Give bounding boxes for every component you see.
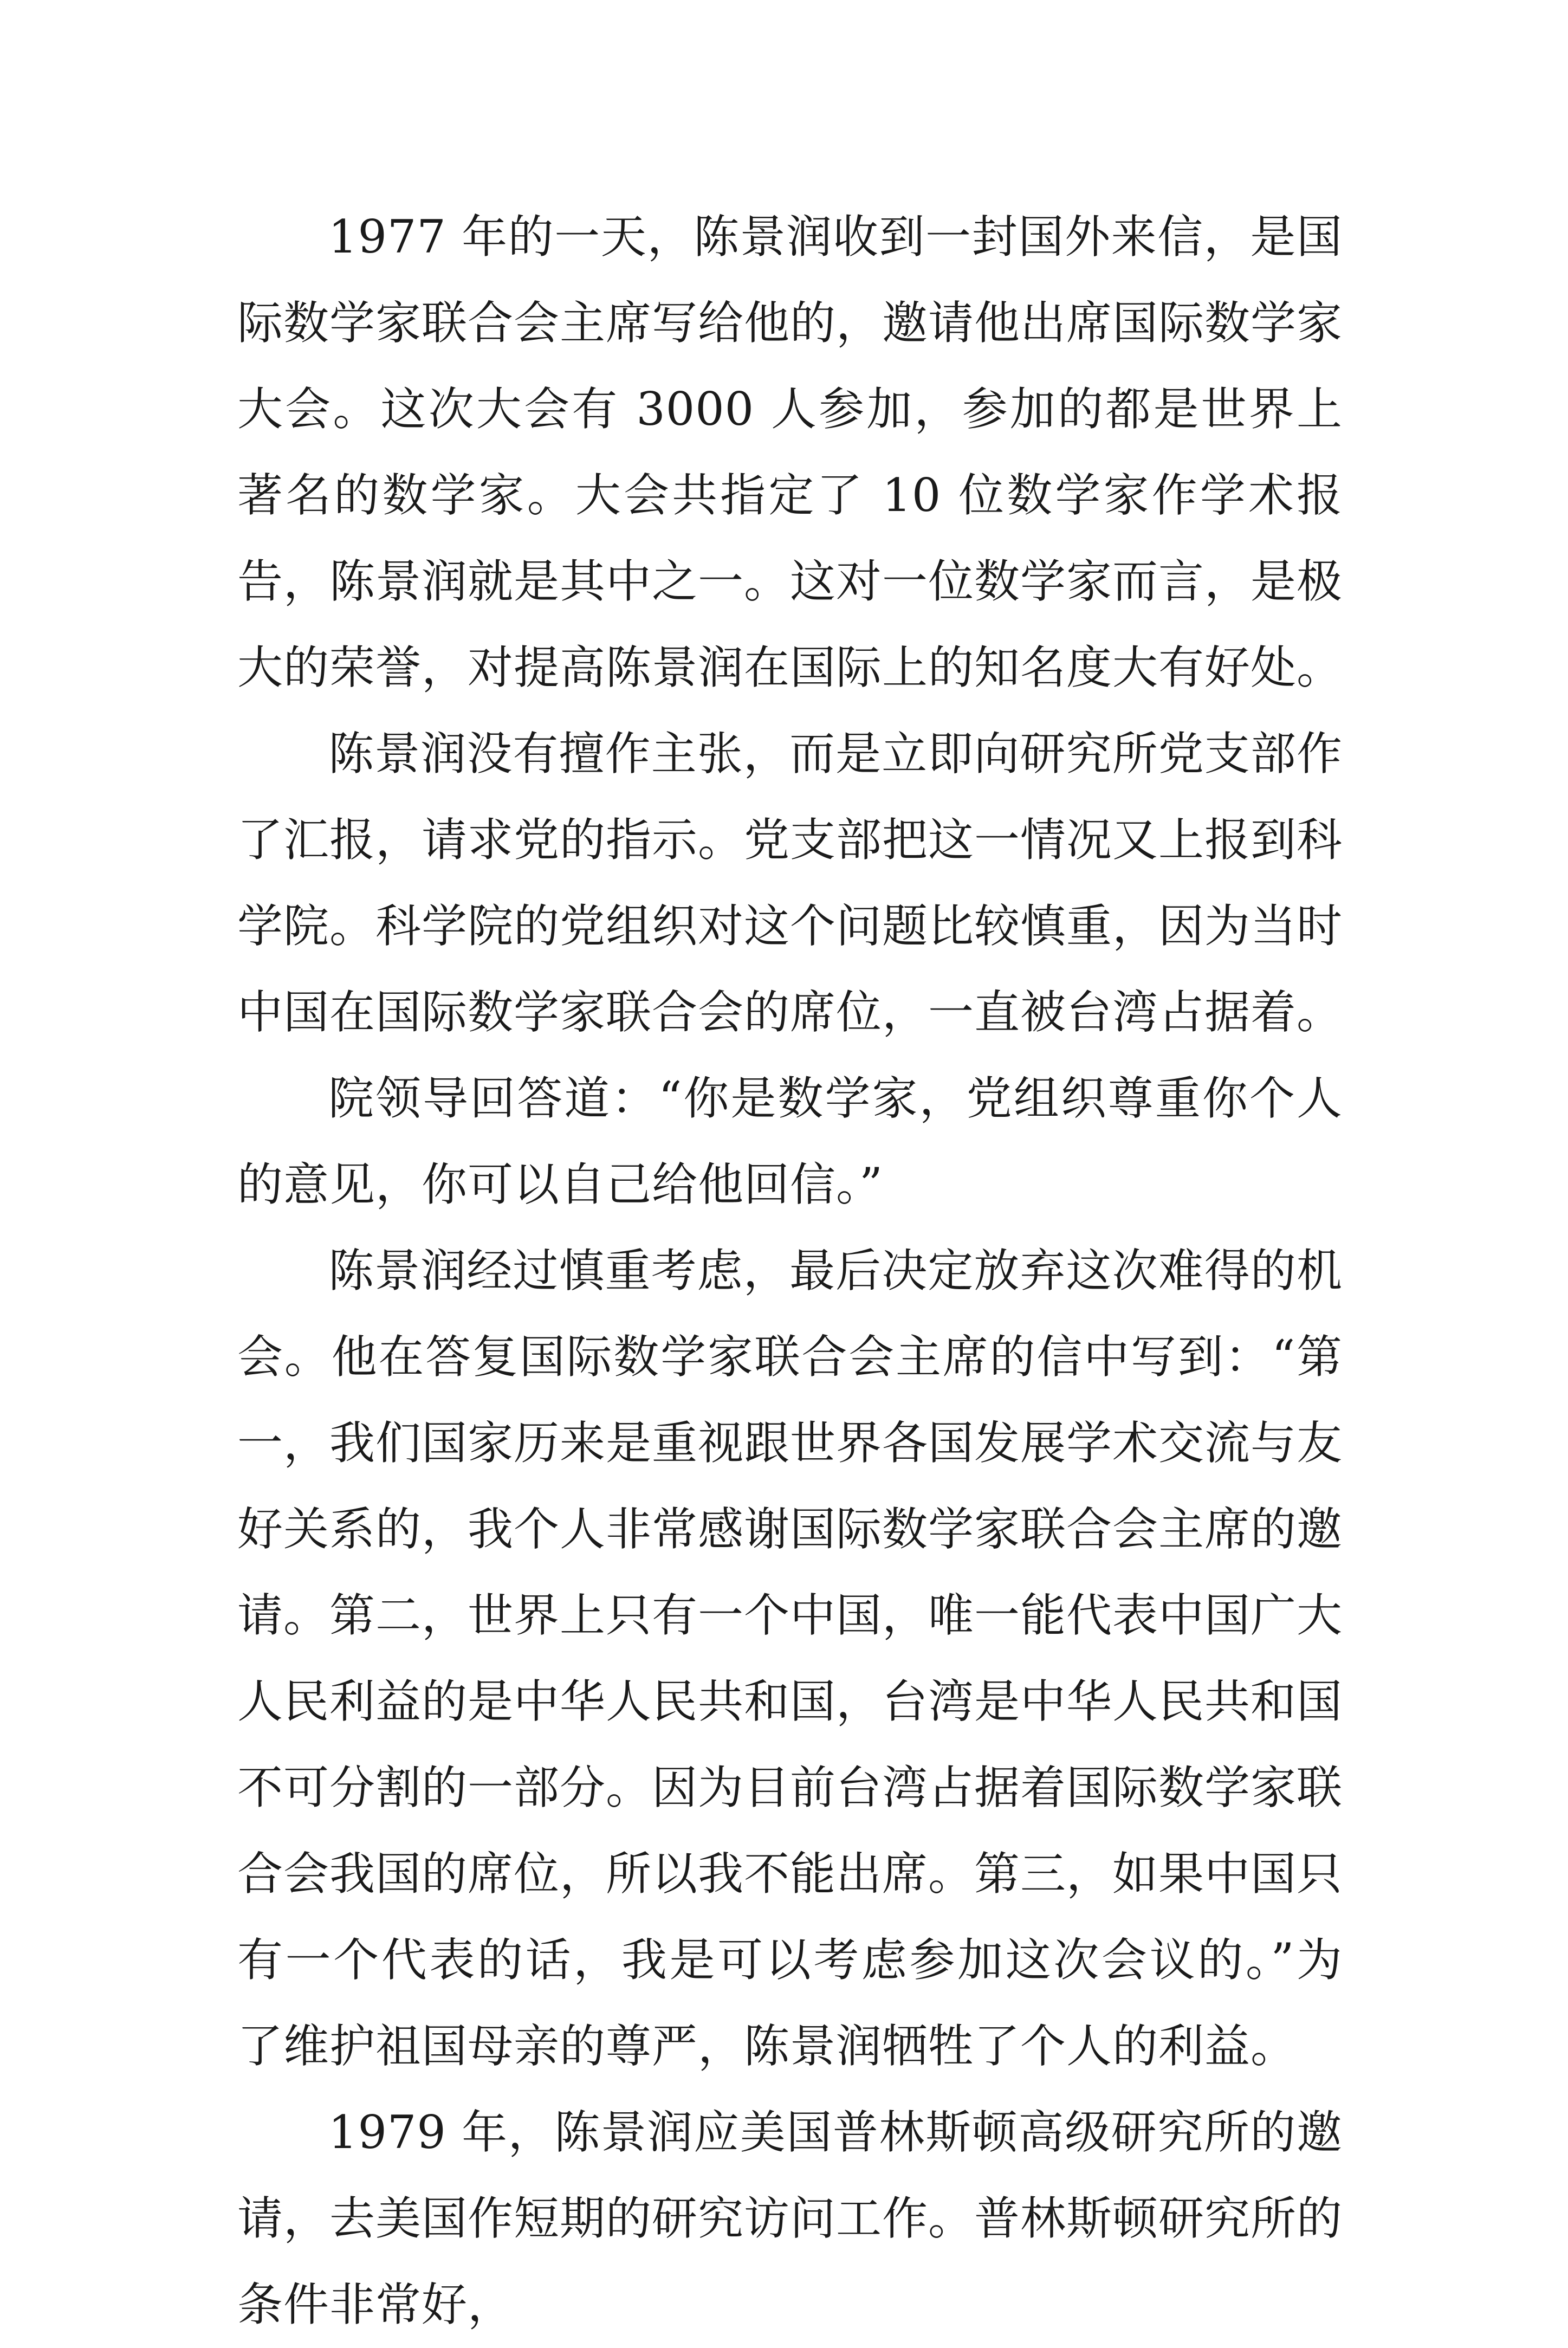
body-text: [237, 194, 1343, 2348]
paragraph-5: 1979 年，陈景润应美国普林斯顿高级研究所的邀请，去美国作短期的研究访问工作。普林斯顿研究所的条件非常好，: [237, 2106, 1343, 2331]
paragraph-4: 陈景润经过慎重考虑，最后决定放弃这次难得的机会。他在答复国际数学家联合会主席的信中写到：“第一，我们国家历来是重视跟世界各国发展学术交流与友好关系的，我个人非常感谢国际数学家联合会主席的邀请。第二，世界上只有一个中国，唯一能代表中国广大人民利益的是中华人民共和国，台湾是中华人民共和国不可分割的一部分。因为目前台湾占据着国际数学家联合会我国的席位，所以我不能出席。第三，如果中国只有一个代表的话，我是可以考虑参加这次会议的。”为了维护祖国母亲的尊严，陈景润牺牲了个人的利益。: [237, 1244, 1343, 2073]
paragraph-1: 1977 年的一天，陈景润收到一封国外来信，是国际数学家联合会主席写给他的，邀请他出席国际数学家大会。这次大会有 3000 人参加，参加的都是世界上著名的数学家。大会共指定了 10 位数学家作学术报告，陈景润就是其中之一。这对一位数学家而言，是极大的荣誉，对提高陈景润在国际上的知名度大有好处。: [237, 210, 1343, 694]
paragraph-3: 院领导回答道：“你是数学家，党组织尊重你个人的意见，你可以自己给他回信。”: [237, 1072, 1343, 1211]
paragraph-2: 陈景润没有擅作主张，而是立即向研究所党支部作了汇报，请求党的指示。党支部把这一情况又上报到科学院。科学院的党组织对这个问题比较慎重，因为当时中国在国际数学家联合会的席位，一直被台湾占据着。: [237, 727, 1343, 1039]
